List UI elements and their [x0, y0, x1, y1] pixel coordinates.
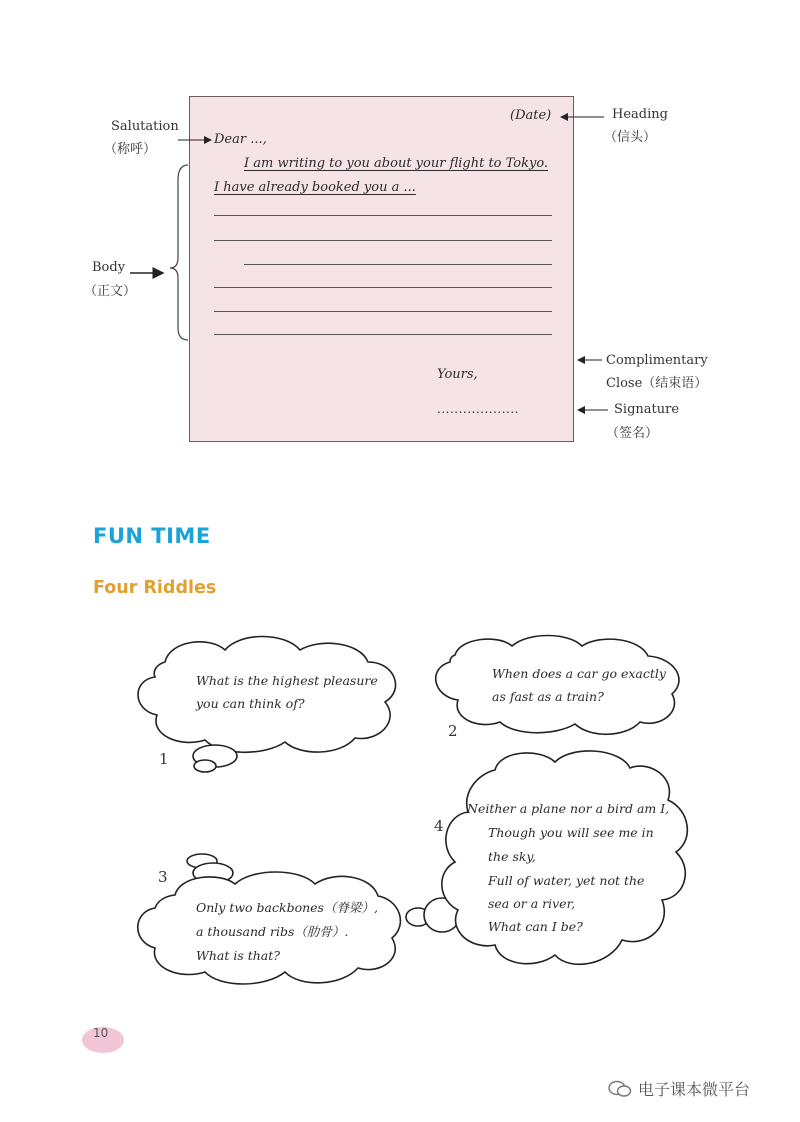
- thought-bubble-1b: [194, 760, 216, 772]
- label-salutation-cn: （称呼）: [104, 142, 157, 157]
- riddle-4-line-4: Full of water, yet not the: [488, 873, 645, 888]
- riddle-3-line-2: a thousand ribs（肋骨）.: [196, 924, 349, 939]
- riddle-2-line-1: When does a car go exactly: [492, 666, 666, 681]
- label-close: Close（结束语）: [606, 376, 708, 391]
- letter-date: (Date): [510, 108, 552, 123]
- label-signature-cn: （签名）: [606, 426, 659, 441]
- riddle-number-2: 2: [448, 722, 458, 740]
- riddle-4-line-1: Neither a plane nor a bird am I,: [467, 801, 670, 816]
- label-complimentary: Complimentary: [606, 353, 708, 368]
- riddle-4-line-6: What can I be?: [488, 919, 583, 934]
- riddle-3-line-1: Only two backbones（脊梁）,: [196, 900, 378, 915]
- riddle-3-line-3: What is that?: [196, 948, 280, 963]
- watermark: [608, 1077, 750, 1100]
- riddle-2-line-2: as fast as a train?: [492, 689, 604, 704]
- subsection-title: Four Riddles: [93, 578, 217, 598]
- riddle-number-3: 3: [158, 868, 168, 886]
- riddle-1-line-2: you can think of?: [196, 696, 305, 711]
- letter-salutation: Dear ...,: [214, 132, 267, 147]
- label-heading: Heading: [612, 107, 668, 122]
- label-body: Body: [92, 260, 126, 275]
- riddle-1-line-1: What is the highest pleasure: [196, 673, 378, 688]
- letter-signature: ...................: [437, 402, 519, 416]
- wechat-icon: [608, 1080, 632, 1098]
- label-heading-cn: （信头）: [604, 130, 657, 145]
- riddle-4-line-5: sea or a river,: [488, 896, 576, 911]
- letter-close: Yours,: [437, 367, 478, 382]
- letter-body-line-1: I am writing to you about your flight to Tokyo.: [244, 156, 549, 171]
- label-salutation: Salutation: [111, 119, 179, 134]
- watermark-text: 电子课本微平台: [638, 1080, 751, 1099]
- riddle-number-1: 1: [159, 750, 169, 768]
- page-number: 10: [93, 1026, 109, 1040]
- riddle-4-line-3: the sky,: [488, 849, 536, 864]
- label-body-cn: （正文）: [84, 284, 137, 299]
- riddle-number-4: 4: [434, 817, 444, 835]
- letter-body-line-2: I have already booked you a ...: [214, 180, 416, 195]
- section-title: FUN TIME: [93, 524, 211, 548]
- riddle-4-line-2: Though you will see me in: [488, 825, 654, 840]
- label-signature: Signature: [614, 402, 680, 417]
